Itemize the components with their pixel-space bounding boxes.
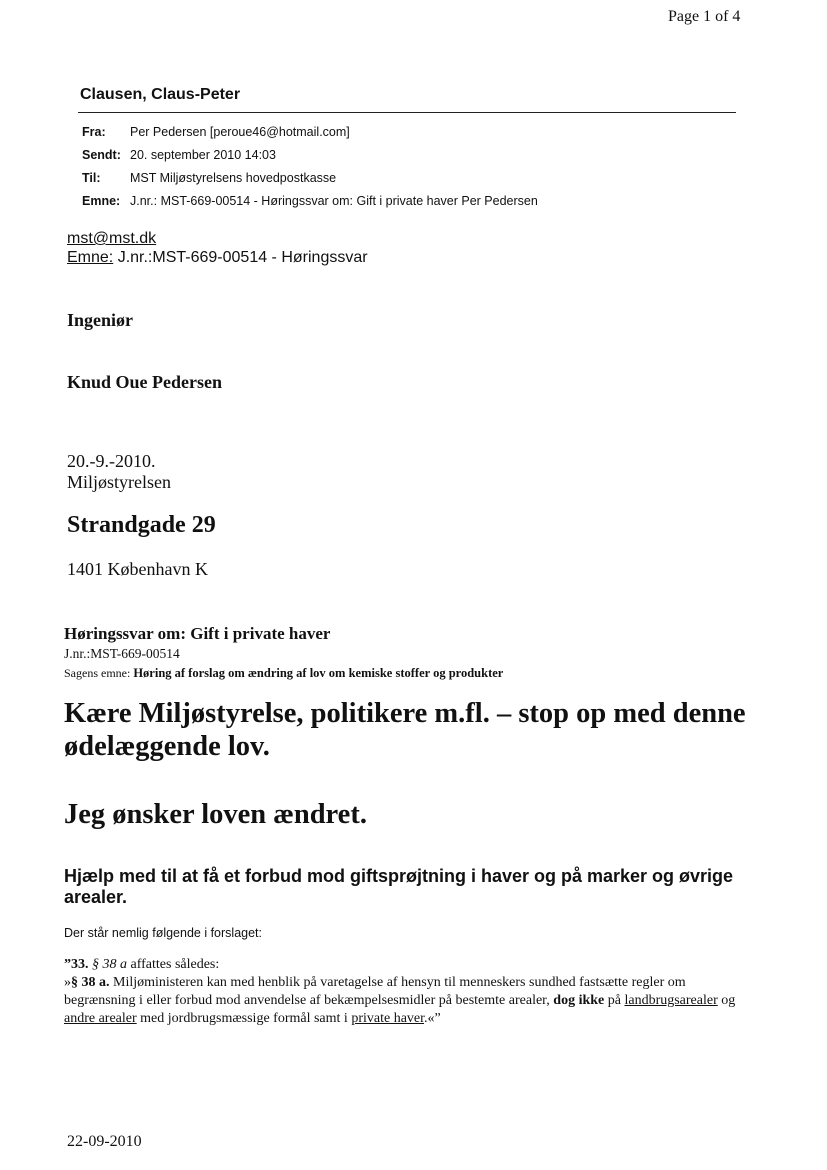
quote-underline-2: andre arealer bbox=[64, 1011, 137, 1026]
help-heading: Hjælp med til at få et forbud mod giftsprøjtning i haver og på marker og øvrige arealer. bbox=[64, 866, 734, 907]
quote-open: » bbox=[64, 975, 71, 990]
sent-row bbox=[82, 148, 276, 162]
footer-date: 22-09-2010 bbox=[67, 1133, 142, 1150]
author-name: Knud Oue Pedersen bbox=[67, 372, 223, 392]
quote-og: og bbox=[717, 993, 736, 1008]
quote-text: Miljøministeren kan med henblik på varetagelse af hensyn til menneskers sundhed fastsætte regler om begrænsning i eller forbud mod anvendelse af bekæmpelsesmidler på bestemte arealer, bbox=[64, 975, 686, 1008]
page-number: Page 1 of 4 bbox=[668, 8, 741, 25]
wish-heading: Jeg ønsker loven ændret. bbox=[64, 799, 367, 830]
to-value: MST Miljøstyrelsens hovedpostkasse bbox=[130, 171, 337, 185]
mst-email-link[interactable]: mst@mst.dk bbox=[67, 230, 157, 247]
hearing-title: Høringssvar om: Gift i private haver bbox=[64, 624, 331, 643]
case-subject bbox=[64, 666, 503, 681]
subject-row bbox=[82, 194, 538, 208]
to-label: Til: bbox=[82, 171, 101, 185]
header-divider bbox=[78, 112, 736, 113]
quote-mid: med jordbrugsmæssige formål samt i bbox=[136, 1011, 352, 1026]
quote-number: ”33. bbox=[64, 957, 89, 972]
journal-number: J.nr.:MST-669-00514 bbox=[64, 646, 180, 661]
recipient-city: 1401 København K bbox=[67, 559, 208, 579]
quote-line-1 bbox=[64, 956, 754, 974]
law-quote bbox=[64, 956, 754, 1028]
quote-paragraph bbox=[64, 974, 754, 1028]
body-subject-label: Emne: bbox=[67, 249, 114, 266]
quote-bold: dog ikke bbox=[553, 993, 605, 1008]
body-subject bbox=[67, 249, 368, 267]
quote-end: .«” bbox=[424, 1011, 441, 1026]
quote-section: § 38 a. bbox=[71, 975, 110, 990]
from-row bbox=[82, 125, 350, 139]
from-label: Fra: bbox=[82, 125, 106, 139]
subject-value: J.nr.: MST-669-00514 - Høringssvar om: Gift i private haver Per Pedersen bbox=[130, 194, 538, 208]
sender-name: Clausen, Claus-Peter bbox=[80, 86, 241, 103]
from-value: Per Pedersen [peroue46@hotmail.com] bbox=[130, 125, 350, 139]
case-value: Høring af forslag om ændring af lov om kemiske stoffer og produkter bbox=[133, 666, 504, 680]
quote-pa: på bbox=[604, 993, 625, 1008]
headline: Kære Miljøstyrelse, politikere m.fl. – stop op med denne ødelæggende lov. bbox=[64, 698, 746, 762]
sent-label: Sendt: bbox=[82, 148, 121, 162]
intro-text: Der står nemlig følgende i forslaget: bbox=[64, 926, 263, 940]
quote-underline-3: private haver bbox=[351, 1011, 425, 1026]
recipient-street: Strandgade 29 bbox=[67, 512, 216, 538]
case-label: Sagens emne: bbox=[64, 666, 134, 680]
letter-date: 20.-9.-2010. bbox=[67, 451, 156, 471]
quote-underline-1: landbrugsarealer bbox=[624, 993, 718, 1008]
quote-ref: § 38 a bbox=[92, 957, 127, 972]
body-subject-value: J.nr.:MST-669-00514 - Høringssvar bbox=[113, 249, 368, 266]
to-row bbox=[82, 171, 336, 185]
author-title: Ingeniør bbox=[67, 310, 134, 330]
sent-value: 20. september 2010 14:03 bbox=[130, 148, 276, 162]
subject-label: Emne: bbox=[82, 194, 121, 208]
recipient-org: Miljøstyrelsen bbox=[67, 472, 171, 492]
quote-line1-rest: affattes således: bbox=[127, 957, 220, 972]
